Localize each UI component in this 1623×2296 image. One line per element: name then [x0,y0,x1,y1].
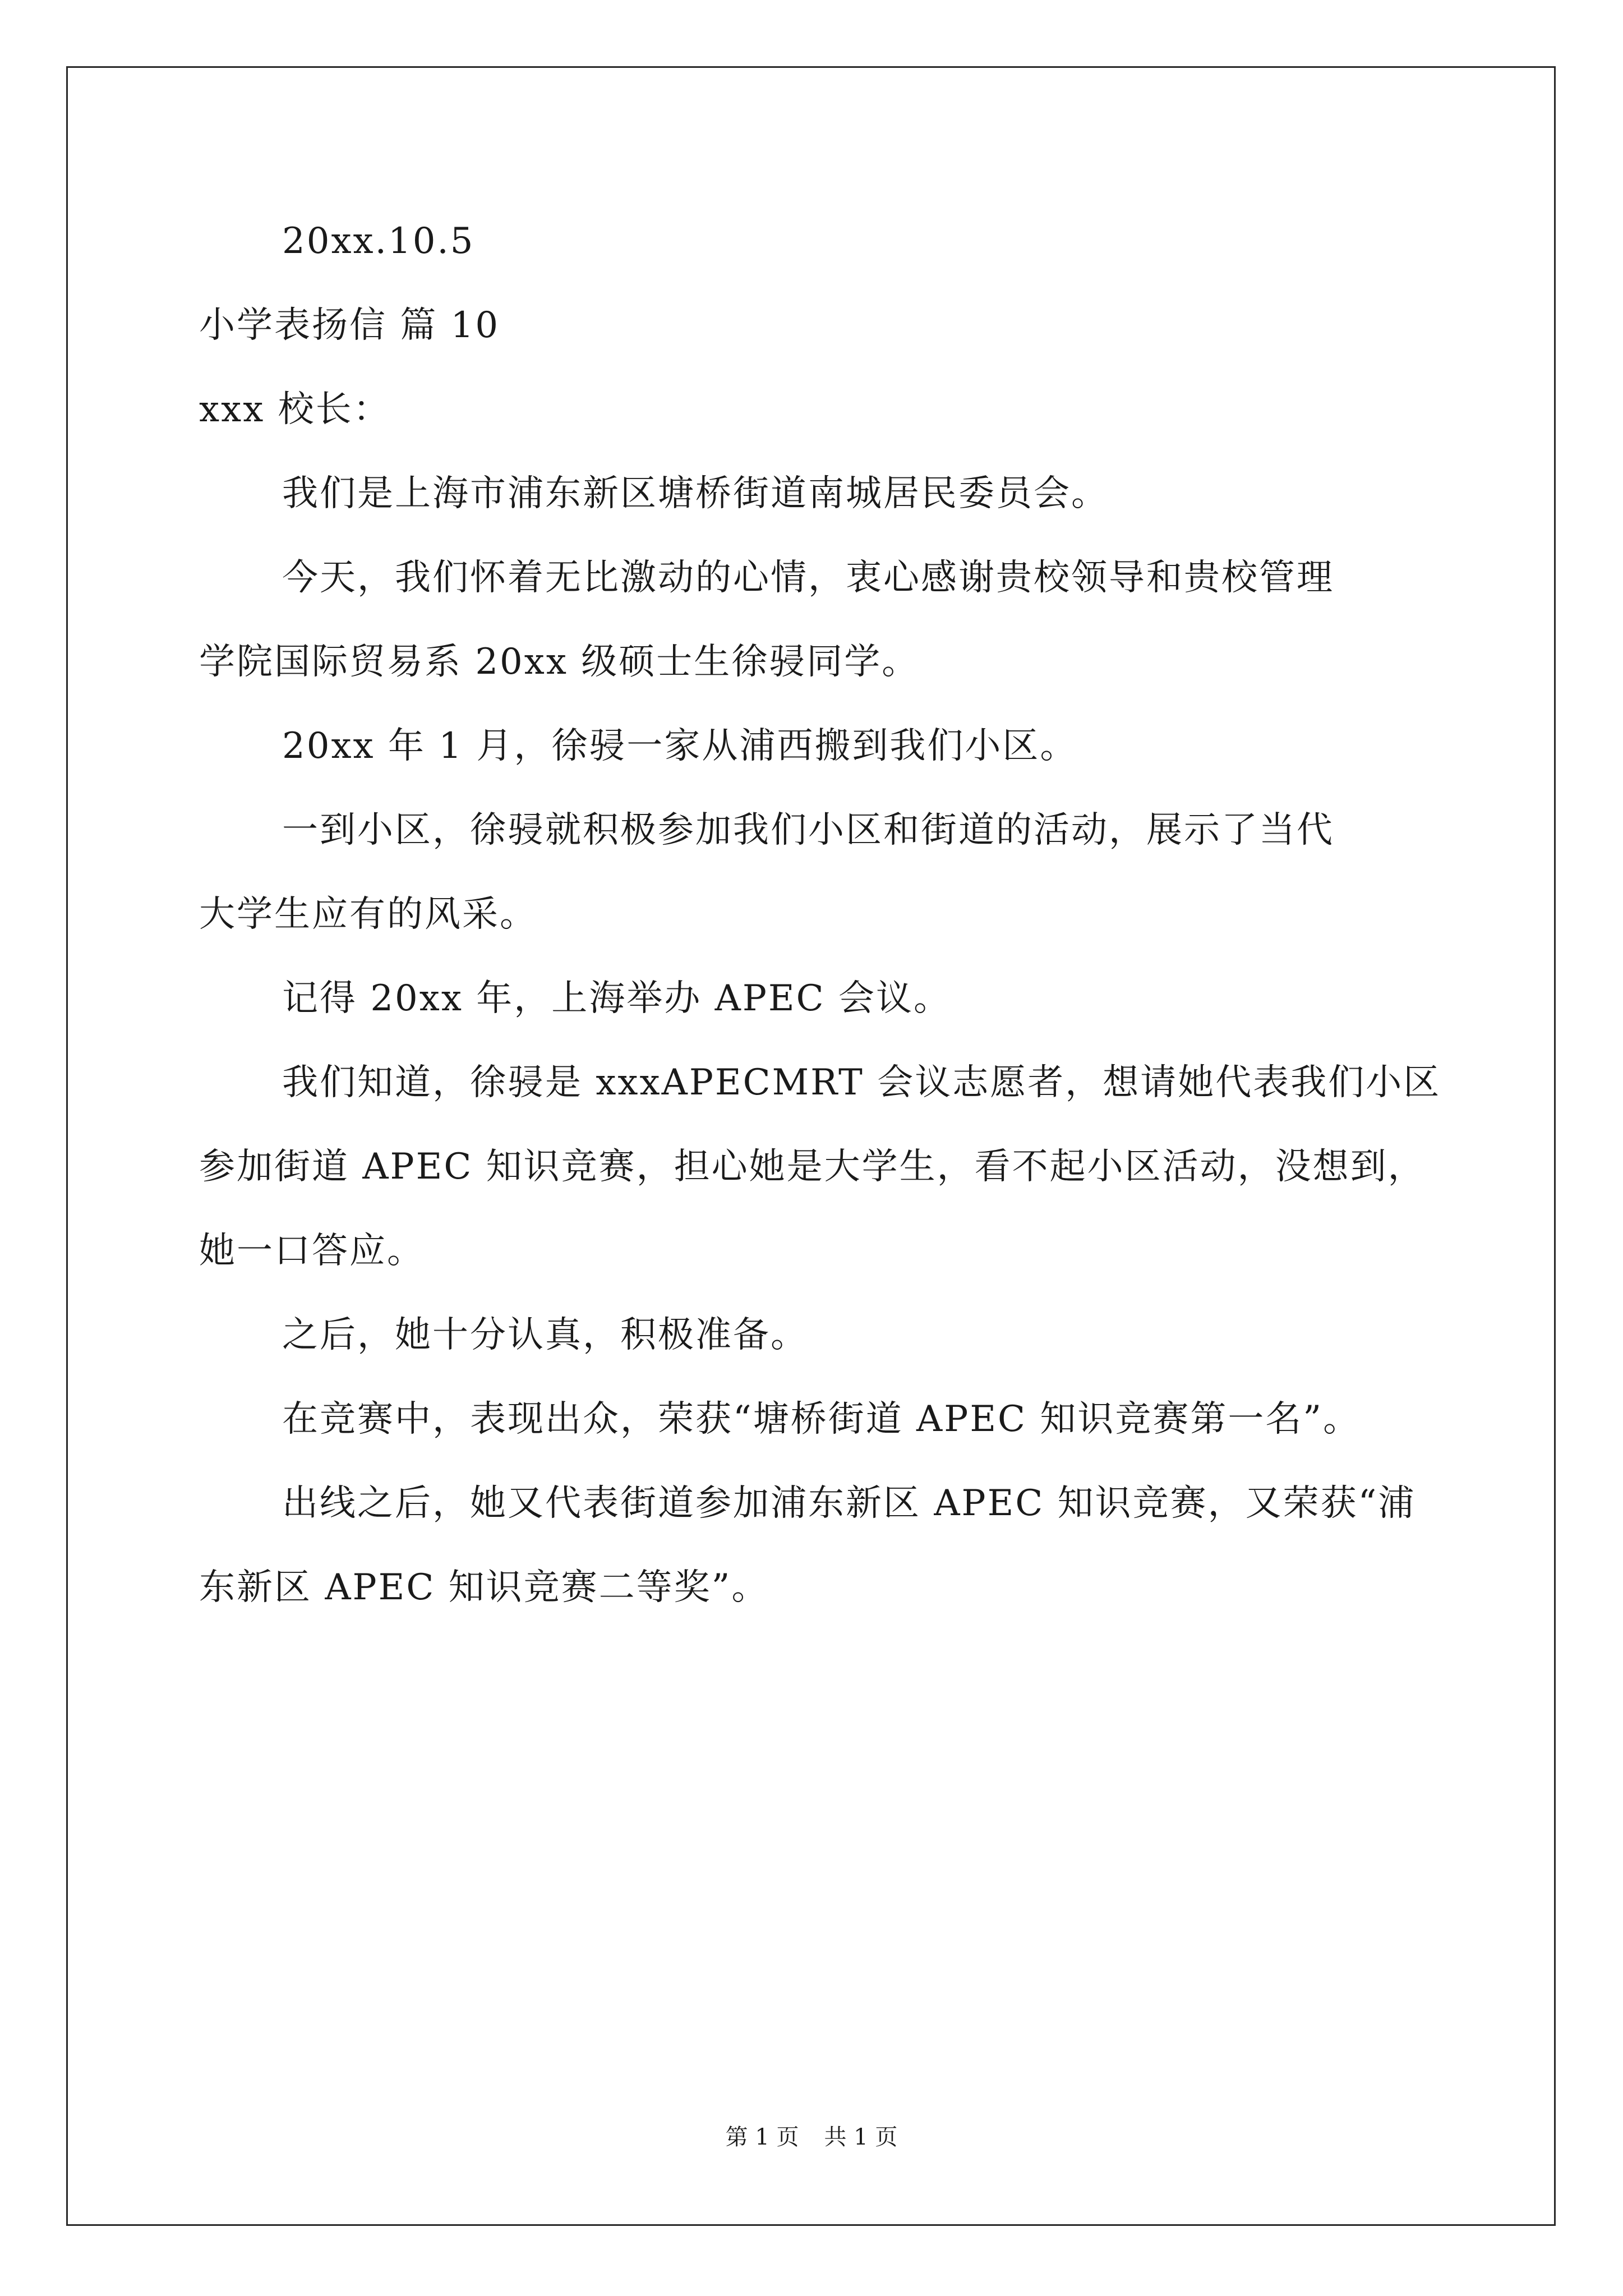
paragraph-line: 20xx 年 1 月，徐骎一家从浦西搬到我们小区。 [282,725,1078,767]
paragraph-line: 出线之后，她又代表街道参加浦东新区 APEC 知识竞赛，又荣获“浦 [282,1483,1416,1524]
paragraph-line: 今天，我们怀着无比激动的心情，衷心感谢贵校领导和贵校管理 [282,557,1334,599]
section-title: 小学表扬信 篇 10 [199,305,500,346]
date-line: 20xx.10.5 [282,220,475,262]
page-footer [0,2123,1623,2151]
paragraph-line: 大学生应有的风采。 [199,894,537,935]
paragraph-line: 学院国际贸易系 20xx 级硕士生徐骎同学。 [199,641,920,683]
paragraph-line: 我们是上海市浦东新区塘桥街道南城居民委员会。 [282,473,1109,514]
paragraph-line: 之后，她十分认真，积极准备。 [282,1314,808,1356]
paragraph-line: 参加街道 APEC 知识竞赛，担心她是大学生，看不起小区活动，没想到， [199,1146,1426,1188]
document-body [199,219,1441,1649]
paragraph-line: 东新区 APEC 知识竞赛二等奖”。 [199,1567,769,1608]
page-number: 第 1 页 [725,2124,799,2150]
salutation: xxx 校长： [199,389,391,430]
paragraph-line: 我们知道，徐骎是 xxxAPECMRT 会议志愿者，想请她代表我们小区 [282,1062,1441,1103]
paragraph-line: 一到小区，徐骎就积极参加我们小区和街道的活动，展示了当代 [282,809,1334,851]
paragraph-line: 她一口答应。 [199,1230,425,1272]
paragraph-line: 记得 20xx 年，上海举办 APEC 会议。 [282,978,951,1019]
page-total: 共 1 页 [824,2124,898,2150]
paragraph-line: 在竞赛中，表现出众，荣获“塘桥街道 APEC 知识竞赛第一名”。 [282,1398,1361,1440]
